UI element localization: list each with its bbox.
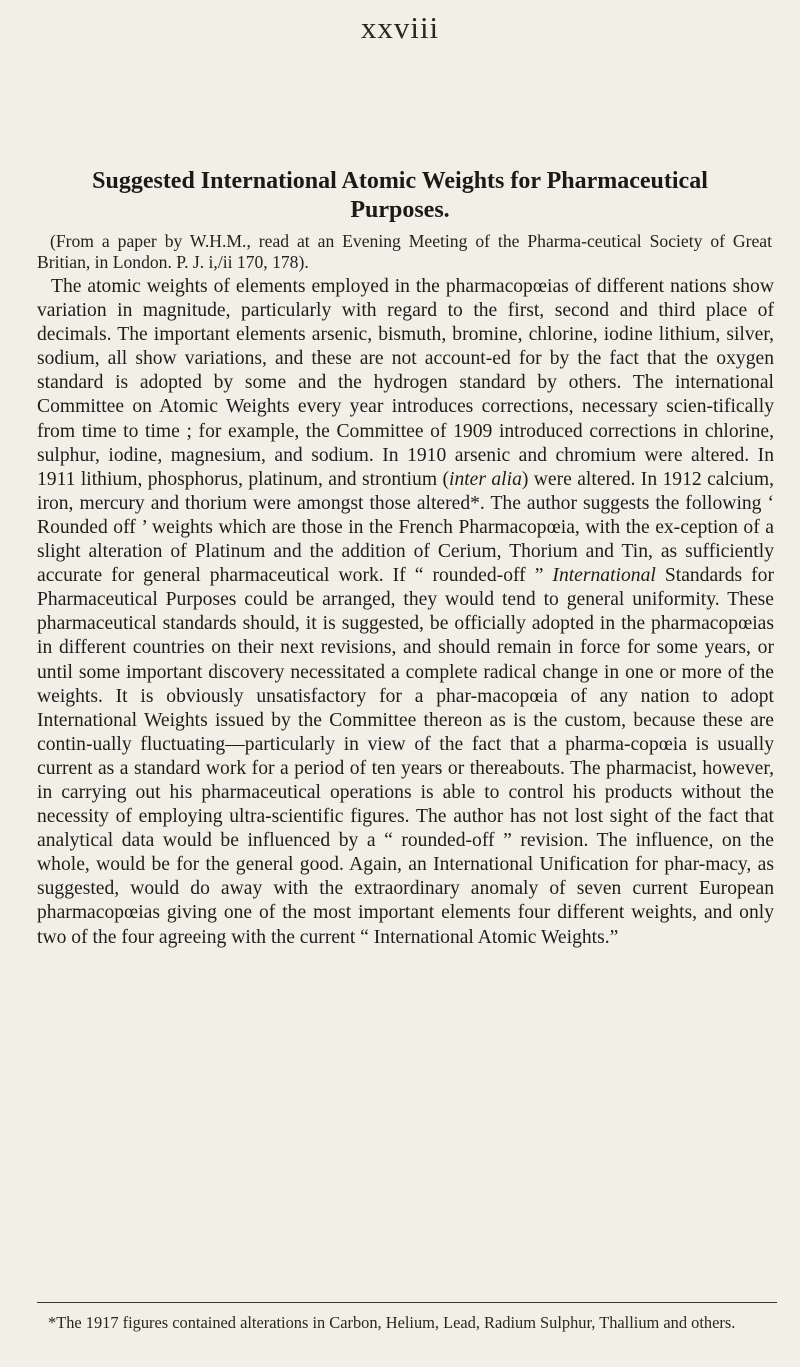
page-number: xxviii [360,10,440,45]
body-italic-international: International [552,565,656,587]
article-title: Suggested International Atomic Weights for Pharmaceutical Purposes. [92,168,708,223]
footnote-divider [37,1302,777,1303]
source-citation: (From a paper by W.H.M., read at an Evening Meeting of the Pharma-ceutical Society of Great Britian, in London. P. J. i,/ii 170, 178). [37,231,772,272]
body-text-part-1: The atomic weights of elements employed in the pharmacopœias of different nations show variation in magnitude, particularly with regard to the first, second and third place of decimals. The important elements arsenic, bismuth, bromine, chlorine, iodine lithium, silver, sodium, all show variations, and these are not account-ed for by the fact that the oxygen standard is adopted by some and the hydrogen standard by others. The international Committee on Atomic Weights every year introduces corrections, necessary scien-tifically from time to time ; for example, the Committee of 1909 introduced corrections in chlorine, sulphur, iodine, magnesium, and sodium. In 1910 arsenic and chromium were altered. In 1911 lithium, phosphorus, platinum, and strontium ( [37,276,774,490]
body-paragraph [37,275,774,950]
body-text-part-2: ) were altered. In 1912 calcium, iron, mercury and thorium were amongst those altered*. The author suggests the following ‘ Rounded off ’ weights which are those in the French Pharmacopœia, with the ex-ception of a slight alteration of Platinum and the addition of Cerium, Thorium and Tin, as sufficiently accurate for general pharmaceutical work. If “ rounded-off ” [37,468,774,587]
body-italic-inter-alia: inter alia [449,468,522,490]
footnote: *The 1917 figures contained alterations in Carbon, Helium, Lead, Radium Sulphur, Thallium and others. [48,1313,736,1332]
body-text-part-3: Standards for Pharmaceutical Purposes could be arranged, they would tend to general uniformity. These pharmaceutical standards should, it is suggested, be officially adopted in the pharmacopœias in different countries on their next revisions, and should remain in force for some years, or until some important discovery necessitated a complete radical change in one or more of the weights. It is obviously unsatisfactory for a phar-macopœia of any nation to adopt International Weights issued by the Committee thereon as is the custom, because these are contin-ually fluctuating—particularly in view of the fact that a pharma-copœia is usually current as a standard work for a period of ten years or thereabouts. The pharmacist, however, in carrying out his pharmaceutical operations is able to control his products without the necessity of employing ultra-scientific figures. The author has not lost sight of the fact that analytical data would be influenced by a “ rounded-off ” revision. The influence, on the whole, would be for the general good. Again, an International Unification for phar-macy, as suggested, would do away with the extraordinary anomaly of seven current European pharmacopœias giving one of the most important elements four different weights, and only two of the four agreeing with the current “ International Atomic Weights.” [37,565,774,948]
